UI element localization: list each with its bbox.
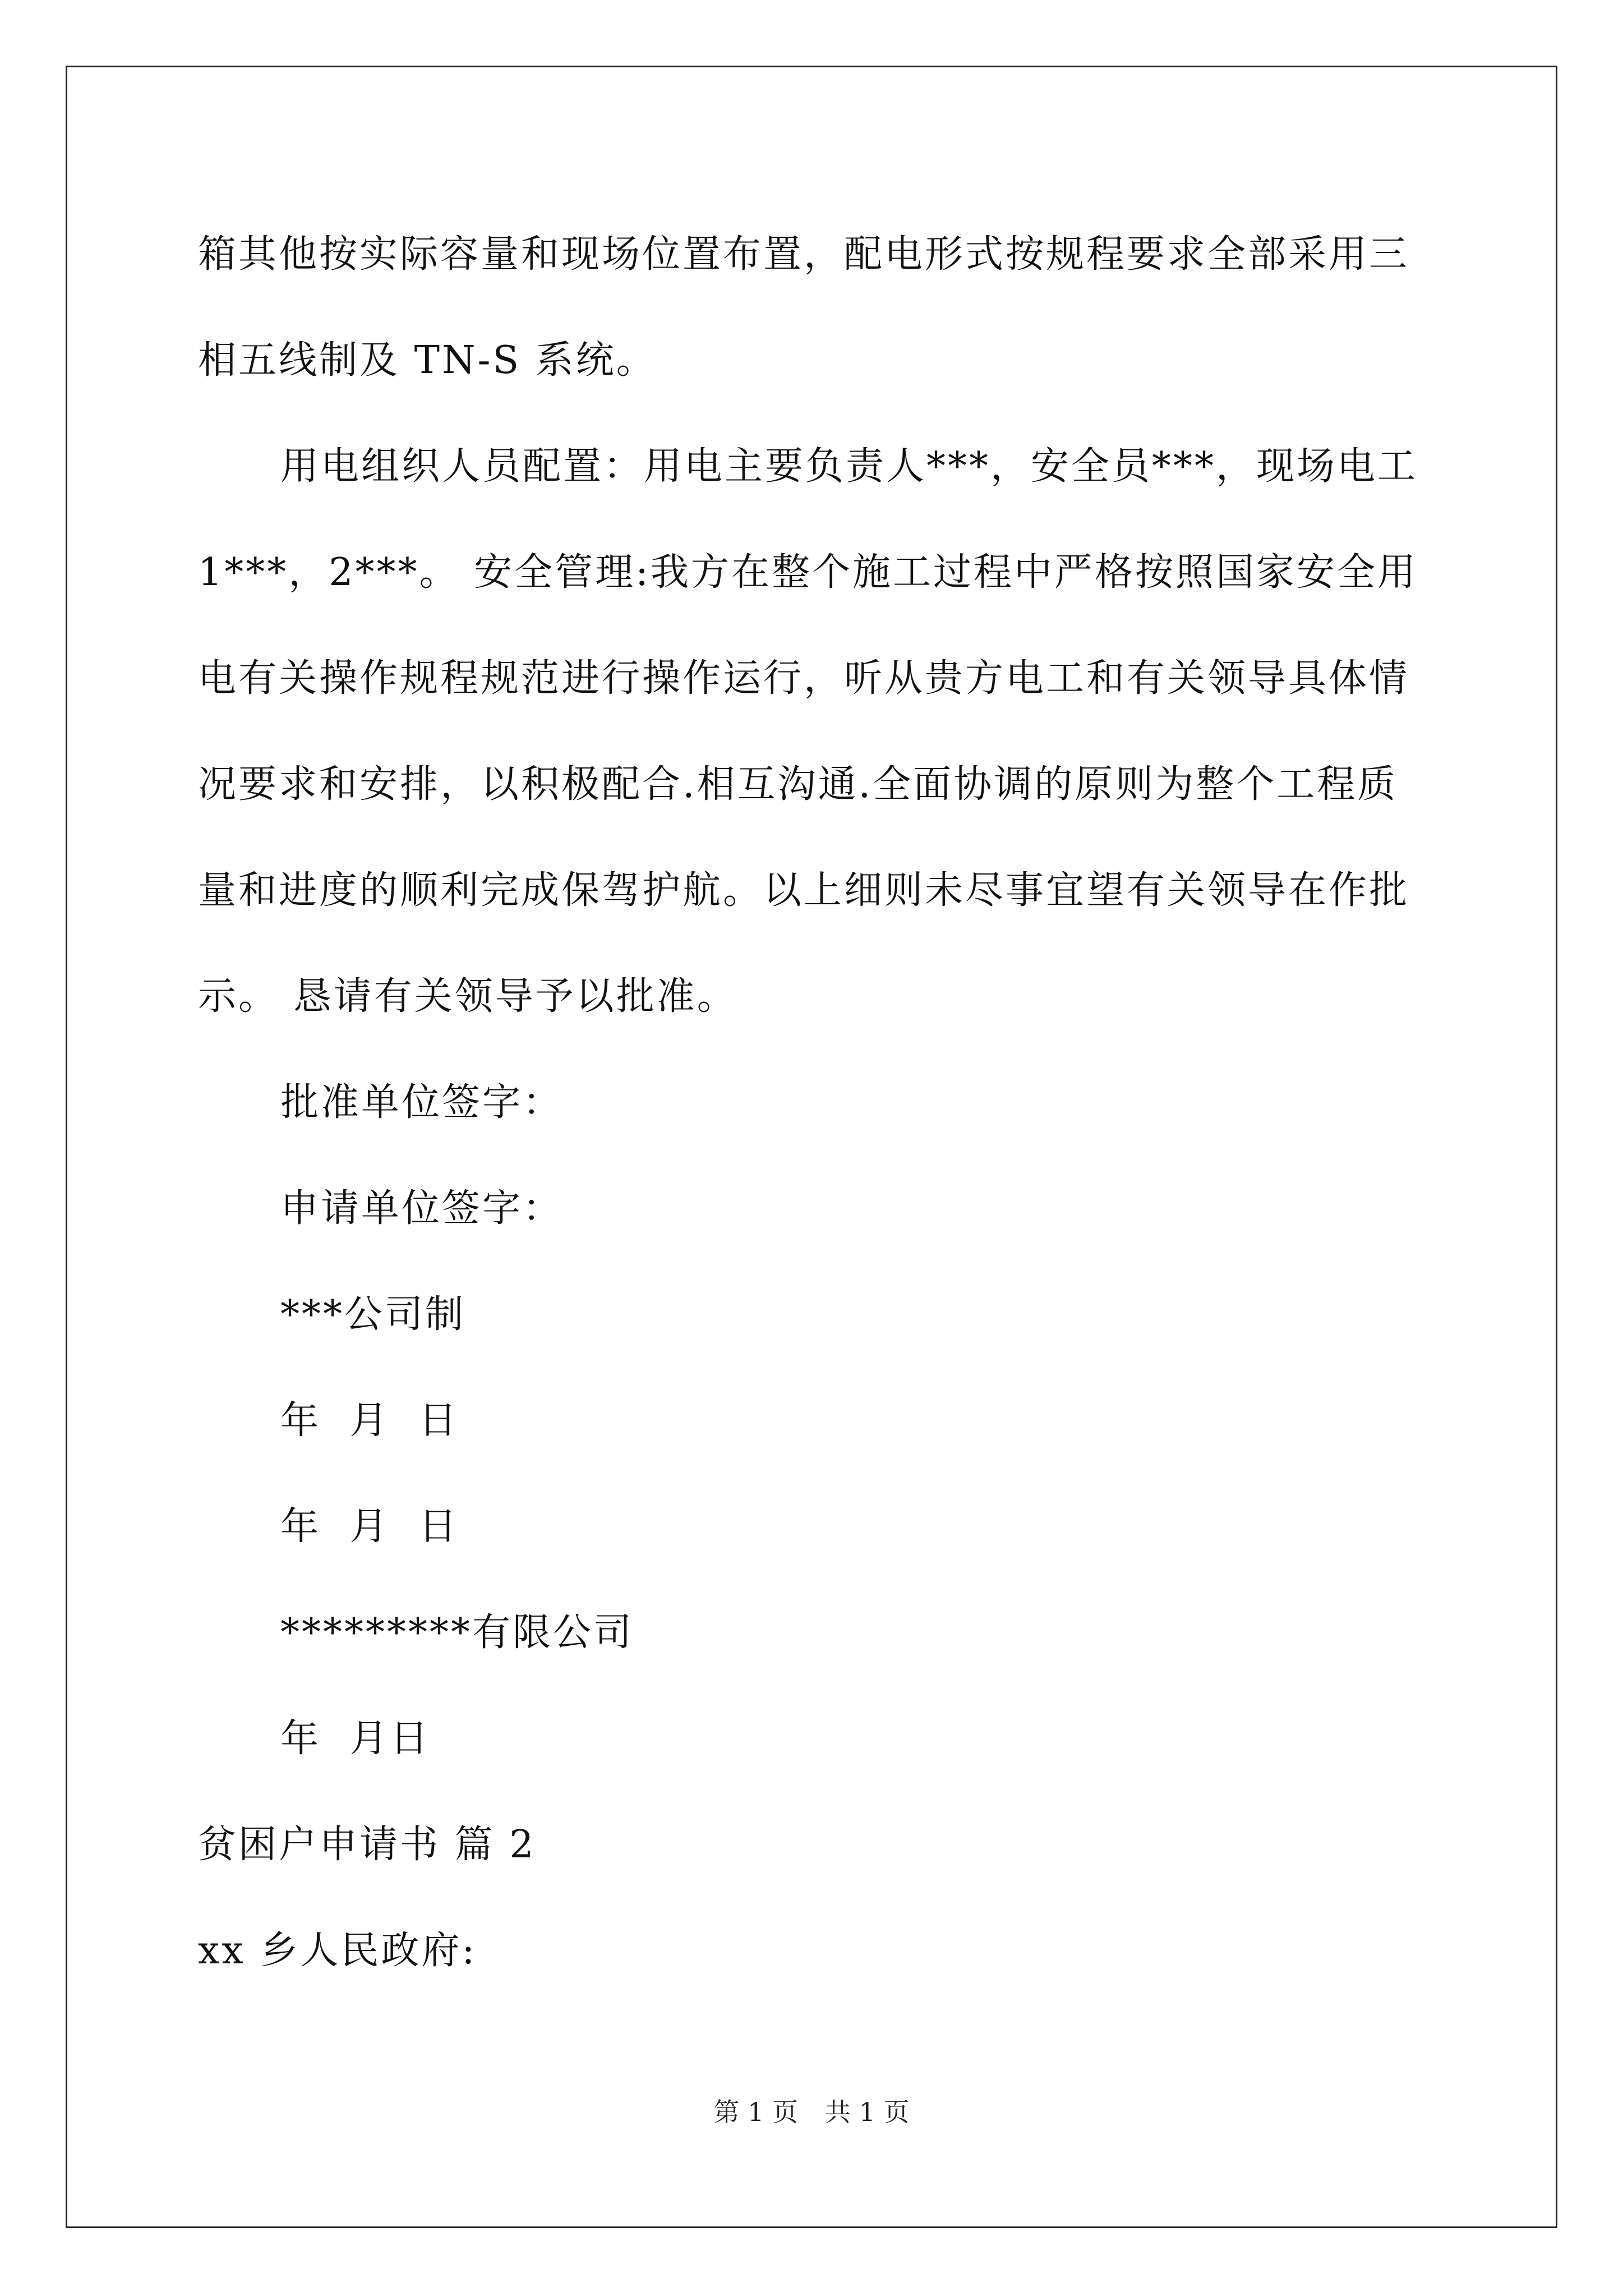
paragraph-line: 量和进度的顺利完成保驾护航。以上细则未尽事宜望有关领导在作批: [198, 868, 1410, 913]
page-footer: [0, 2095, 1623, 2129]
page-number: 第 1 页: [713, 2097, 798, 2127]
paragraph-line: 箱其他按实际容量和现场位置布置，配电形式按规程要求全部采用三: [198, 232, 1410, 277]
company-name: ***公司制: [280, 1292, 466, 1337]
page-total: 共 1 页: [825, 2097, 910, 2127]
paragraph-line: 1***，2***。 安全管理:我方在整个施工过程中严格按照国家安全用: [198, 550, 1418, 595]
approval-signature-label: 批准单位签字：: [280, 1080, 564, 1125]
date-line: 年 月日: [280, 1717, 431, 1761]
paragraph-line: 示。 恳请有关领导予以批准。: [198, 974, 737, 1019]
paragraph-line: 电有关操作规程规范进行操作运行，听从贵方电工和有关领导具体情: [198, 656, 1410, 701]
company-name: *********有限公司: [280, 1611, 634, 1655]
date-line: 年 月 日: [280, 1398, 459, 1443]
paragraph-line: 况要求和安排，以积极配合.相互沟通.全面协调的原则为整个工程质: [198, 762, 1398, 807]
section-title: 贫困户申请书 篇 2: [198, 1823, 536, 1867]
paragraph-line: 相五线制及 TN-S 系统。: [198, 338, 657, 383]
page-border: [66, 66, 1557, 2228]
salutation: xx 乡人民政府:: [198, 1929, 477, 1973]
paragraph-line: 用电组织人员配置：用电主要负责人***，安全员***，现场电工: [280, 444, 1418, 489]
applicant-signature-label: 申请单位签字：: [280, 1186, 564, 1231]
date-line: 年 月 日: [280, 1504, 459, 1549]
